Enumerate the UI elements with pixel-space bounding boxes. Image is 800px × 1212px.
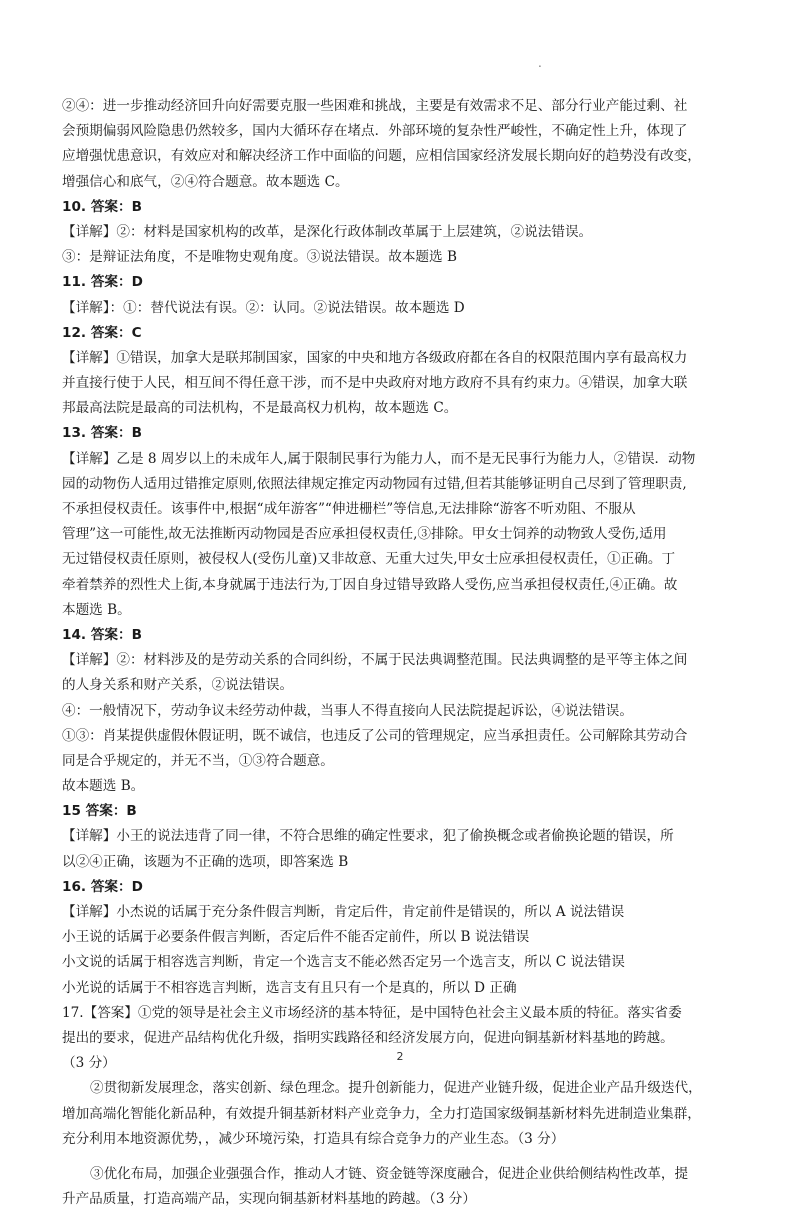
text-line: ④：一般情况下，劳动争议未经劳动仲裁，当事人不得直接向人民法院提起诉讼，④说法错误。 xyxy=(62,702,633,719)
text-line: 园的动物伤人适用过错推定原则,依照法律规定推定丙动物园有过错,但若其能够证明自己尽到了管理职责, xyxy=(62,475,687,492)
answer-heading: 16. 答案：D xyxy=(62,878,143,895)
text-line: 同是合乎规定的，并无不当，①③符合题意。 xyxy=(62,752,334,769)
text-line: ②④：进一步推动经济回升向好需要克服一些困难和挑战，主要是有效需求不足、部分行业产能过剩、社 xyxy=(62,98,688,114)
answer-heading: 10. 答案：B xyxy=(62,198,142,215)
text-line: 邦最高法院是最高的司法机构，不是最高权力机构，故本题选 C。 xyxy=(62,400,458,417)
text-line: ③优化布局，加强企业强强合作，推动人才链、资金链等深度融合，促进企业供给侧结构性改革，提 xyxy=(90,1165,689,1182)
text-line xyxy=(62,1152,742,1162)
text-line: 的人身关系和财产关系，②说法错误。 xyxy=(62,677,294,694)
text-line: 并直接行使于人民，相互间不得任意干涉，而不是中央政府对地方政府不具有约束力。④错误，加拿大联 xyxy=(62,375,688,392)
text-line: 故本题选 B。 xyxy=(62,778,145,795)
text-line: ②贯彻新发展理念，落实创新、绿色理念。提升创新能力，促进产业链升级，促进企业产品升级迭代， xyxy=(90,1080,702,1097)
text-line: 提出的要求，促进产品结构优化升级，指明实践路径和经济发展方向，促进向铜基新材料基地的跨越。 xyxy=(62,1029,674,1046)
text-line: 升产品质量，打造高端产品，实现向铜基新材料基地的跨越。（3 分） xyxy=(62,1191,476,1208)
text-line: 小光说的话属于不相容选言判断，选言支有且只有一个是真的，所以 D 正确 xyxy=(62,979,517,996)
text-line: ①③：肖某提供虚假休假证明，既不诚信，也违反了公司的管理规定，应当承担责任。公司解除其劳动合 xyxy=(62,727,688,744)
answer-heading: 11. 答案：D xyxy=(62,274,143,291)
page-number: 2 xyxy=(396,1050,404,1063)
text-line: 【详解】小杰说的话属于充分条件假言判断，肯定后件，肯定前件是错误的，所以 A 说法错误 xyxy=(62,904,625,920)
text-line: 【详解】乙是 8 周岁以上的未成年人,属于限制民事行为能力人，而不是无民事行为能力人，②错误．动物 xyxy=(62,450,696,467)
text-line: （3 分） xyxy=(62,1055,116,1072)
text-line: 以②④正确，该题为不正确的选项，即答案选 B xyxy=(62,853,349,870)
text-line: 增加高端化智能化新品种，有效提升铜基新材料产业竞争力，全力打造国家级铜基新材料先进制造业集群， xyxy=(62,1105,701,1122)
text-line: 管理”这一可能性,故无法推断丙动物园是否应承担侵权责任,③排除。甲女士饲养的动物致人受伤,适用 xyxy=(62,526,667,543)
text-line: 小文说的话属于相容选言判断，肯定一个选言支不能必然否定另一个选言支，所以 C 说法错误 xyxy=(62,954,625,971)
text-line: 【详解】②：材料涉及的是劳动关系的合同纠纷，不属于民法典调整范围。民法典调整的是平等主体之间 xyxy=(62,652,688,669)
text-line: 增强信心和底气，②④符合题意。故本题选 C。 xyxy=(62,173,349,190)
text-line: 【详解】小王的说法违背了同一律，不符合思维的确定性要求，犯了偷换概念或者偷换论题的错误，所 xyxy=(62,828,674,845)
text-line: 本题选 B。 xyxy=(62,601,131,618)
answer-heading: 14. 答案：B xyxy=(62,626,142,643)
text-line: 17.【答案】①党的领导是社会主义市场经济的基本特征，是中国特色社会主义最本质的特征。落实省委 xyxy=(62,1004,682,1021)
answer-heading: 15 答案：B xyxy=(62,803,137,820)
text-line: 不承担侵权责任。该事件中,根据“成年游客”“伸进栅栏”等信息,无法排除“游客不听劝阻、不服从 xyxy=(62,501,636,517)
text-line: 【详解】②：材料是国家机构的改革，是深化行政体制改革属于上层建筑，②说法错误。 xyxy=(62,223,593,240)
text-line: ③：是辩证法角度，不是唯物史观角度。③说法错误。故本题选 B xyxy=(62,249,457,266)
header-mark: . xyxy=(538,56,542,70)
text-line: 会预期偏弱风险隐患仍然较多，国内大循环存在堵点．外部环境的复杂性严峻性，不确定性上升，体现了 xyxy=(62,123,688,140)
text-line: 无过错侵权责任原则，被侵权人(受伤儿童)又非故意、无重大过失,甲女士应承担侵权责任，①正确。丁 xyxy=(62,551,676,568)
text-line: 充分利用本地资源优势，，减少环境污染，打造具有综合竞争力的产业生态。（3 分） xyxy=(62,1130,565,1147)
text-line: 【详解】①错误，加拿大是联邦制国家，国家的中央和地方各级政府都在各自的权限范围内享有最高权力 xyxy=(62,349,688,366)
answer-heading: 12. 答案：C xyxy=(62,324,142,341)
answer-content xyxy=(62,94,742,1212)
text-line: 小王说的话属于必要条件假言判断，否定后件不能否定前件，所以 B 说法错误 xyxy=(62,929,530,946)
answer-heading: 13. 答案：B xyxy=(62,425,142,442)
text-line: 牵着禁养的烈性犬上街,本身就属于违法行为,丁因自身过错导致路人受伤,应当承担侵权责任,④正确。故 xyxy=(62,576,678,593)
text-line: 应增强忧患意识，有效应对和解决经济工作中面临的问题，应相信国家经济发展长期向好的趋势没有改变， xyxy=(62,148,701,165)
text-line: 【详解】：①：替代说法有误。②：认同。②说法错误。故本题选 D xyxy=(62,299,465,316)
